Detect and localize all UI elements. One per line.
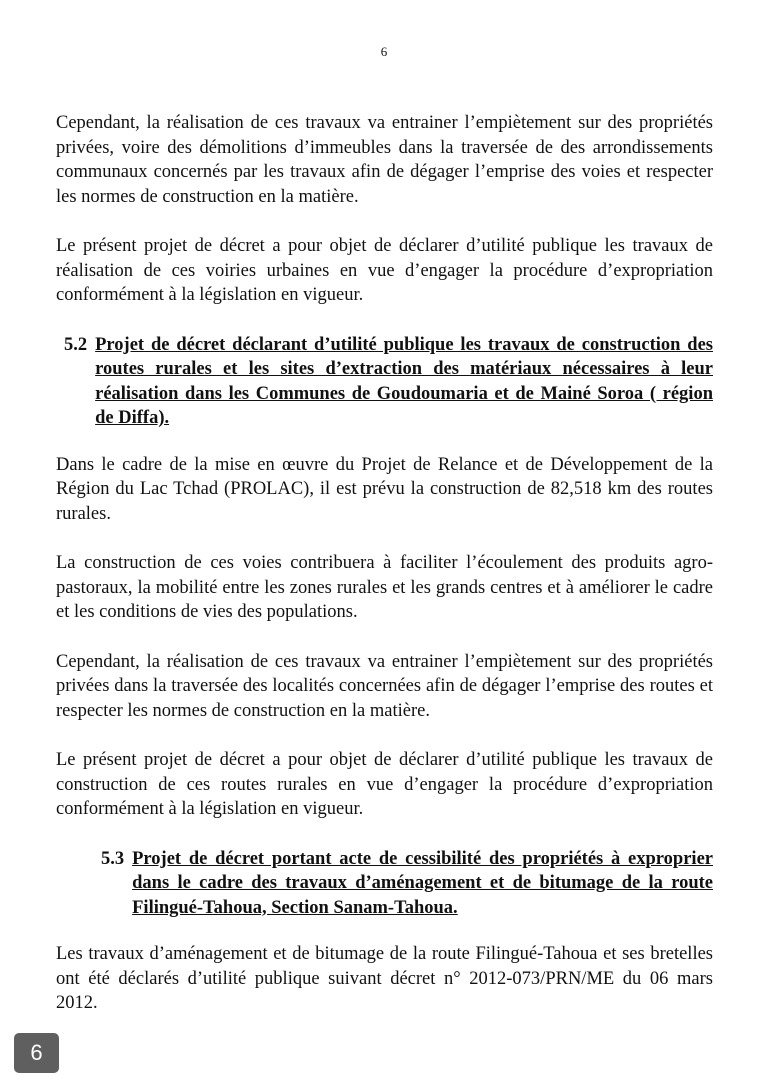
- paragraph-benefits: La construction de ces voies contribuera à faciliter l’écoulement des produits agro-pastoraux, la mobilité entre les zones rurales et les grands centres et à améliorer le cadre et les conditions de vies des populations.: [56, 553, 713, 622]
- section-heading-5-2: [64, 333, 713, 431]
- page-number-header: 6: [380, 44, 388, 59]
- paragraph-expropriation-urban: Cependant, la réalisation de ces travaux va entrainer l’empiètement sur des propriétés privées, voire des démolitions d’immeubles dans la traversée de des arrondissements communaux concernés par les travaux afin de dégager l’emprise des voies et respecter les normes de construction en la matière.: [56, 113, 713, 207]
- section-number: 5.2: [64, 334, 88, 355]
- section-heading-5-3: [101, 847, 713, 921]
- section-number: 5.3: [101, 848, 125, 869]
- page-number-badge: 6: [14, 1033, 59, 1073]
- paragraph-decree-object-rural: Le présent projet de décret a pour objet de déclarer d’utilité publique les travaux de construction de ces routes rurales en vue d’engager la procédure d’expropriation conformément à la législation en vigueur.: [56, 750, 713, 819]
- document-body: [56, 111, 713, 1041]
- paragraph-filingue-tahoua: Les travaux d’aménagement et de bitumage de la route Filingué-Tahoua et ses bretelles ont été déclarés d’utilité publique suivant décret n° 2012-073/PRN/ME du 06 mars 2012.: [56, 944, 713, 1013]
- paragraph-expropriation-rural: Cependant, la réalisation de ces travaux va entrainer l’empiètement sur des propriétés privées dans la traversée des localités concernées afin de dégager l’emprise des routes et respecter les normes de construction en la matière.: [56, 651, 713, 721]
- paragraph-prolac: Dans le cadre de la mise en œuvre du Projet de Relance et de Développement de la Région du Lac Tchad (PROLAC), il est prévu la construction de 82,518 km des routes rurales.: [56, 454, 713, 524]
- section-title: Projet de décret déclarant d’utilité publique les travaux de construction des routes rurales et les sites d’extraction des matériaux nécessaires à leur réalisation dans les Communes de Goudoumaria et de Mainé Soroa ( région de Diffa).: [95, 334, 713, 428]
- section-title: Projet de décret portant acte de cessibilité des propriétés à exproprier dans le cadre des travaux d’aménagement et de bitumage de la route Filingué-Tahoua, Section Sanam-Tahoua.: [132, 848, 713, 918]
- paragraph-decree-object-urban: Le présent projet de décret a pour objet de déclarer d’utilité publique les travaux de réalisation de ces voiries urbaines en vue d’engager la procédure d’expropriation conformément à la législation en vigueur.: [56, 236, 713, 305]
